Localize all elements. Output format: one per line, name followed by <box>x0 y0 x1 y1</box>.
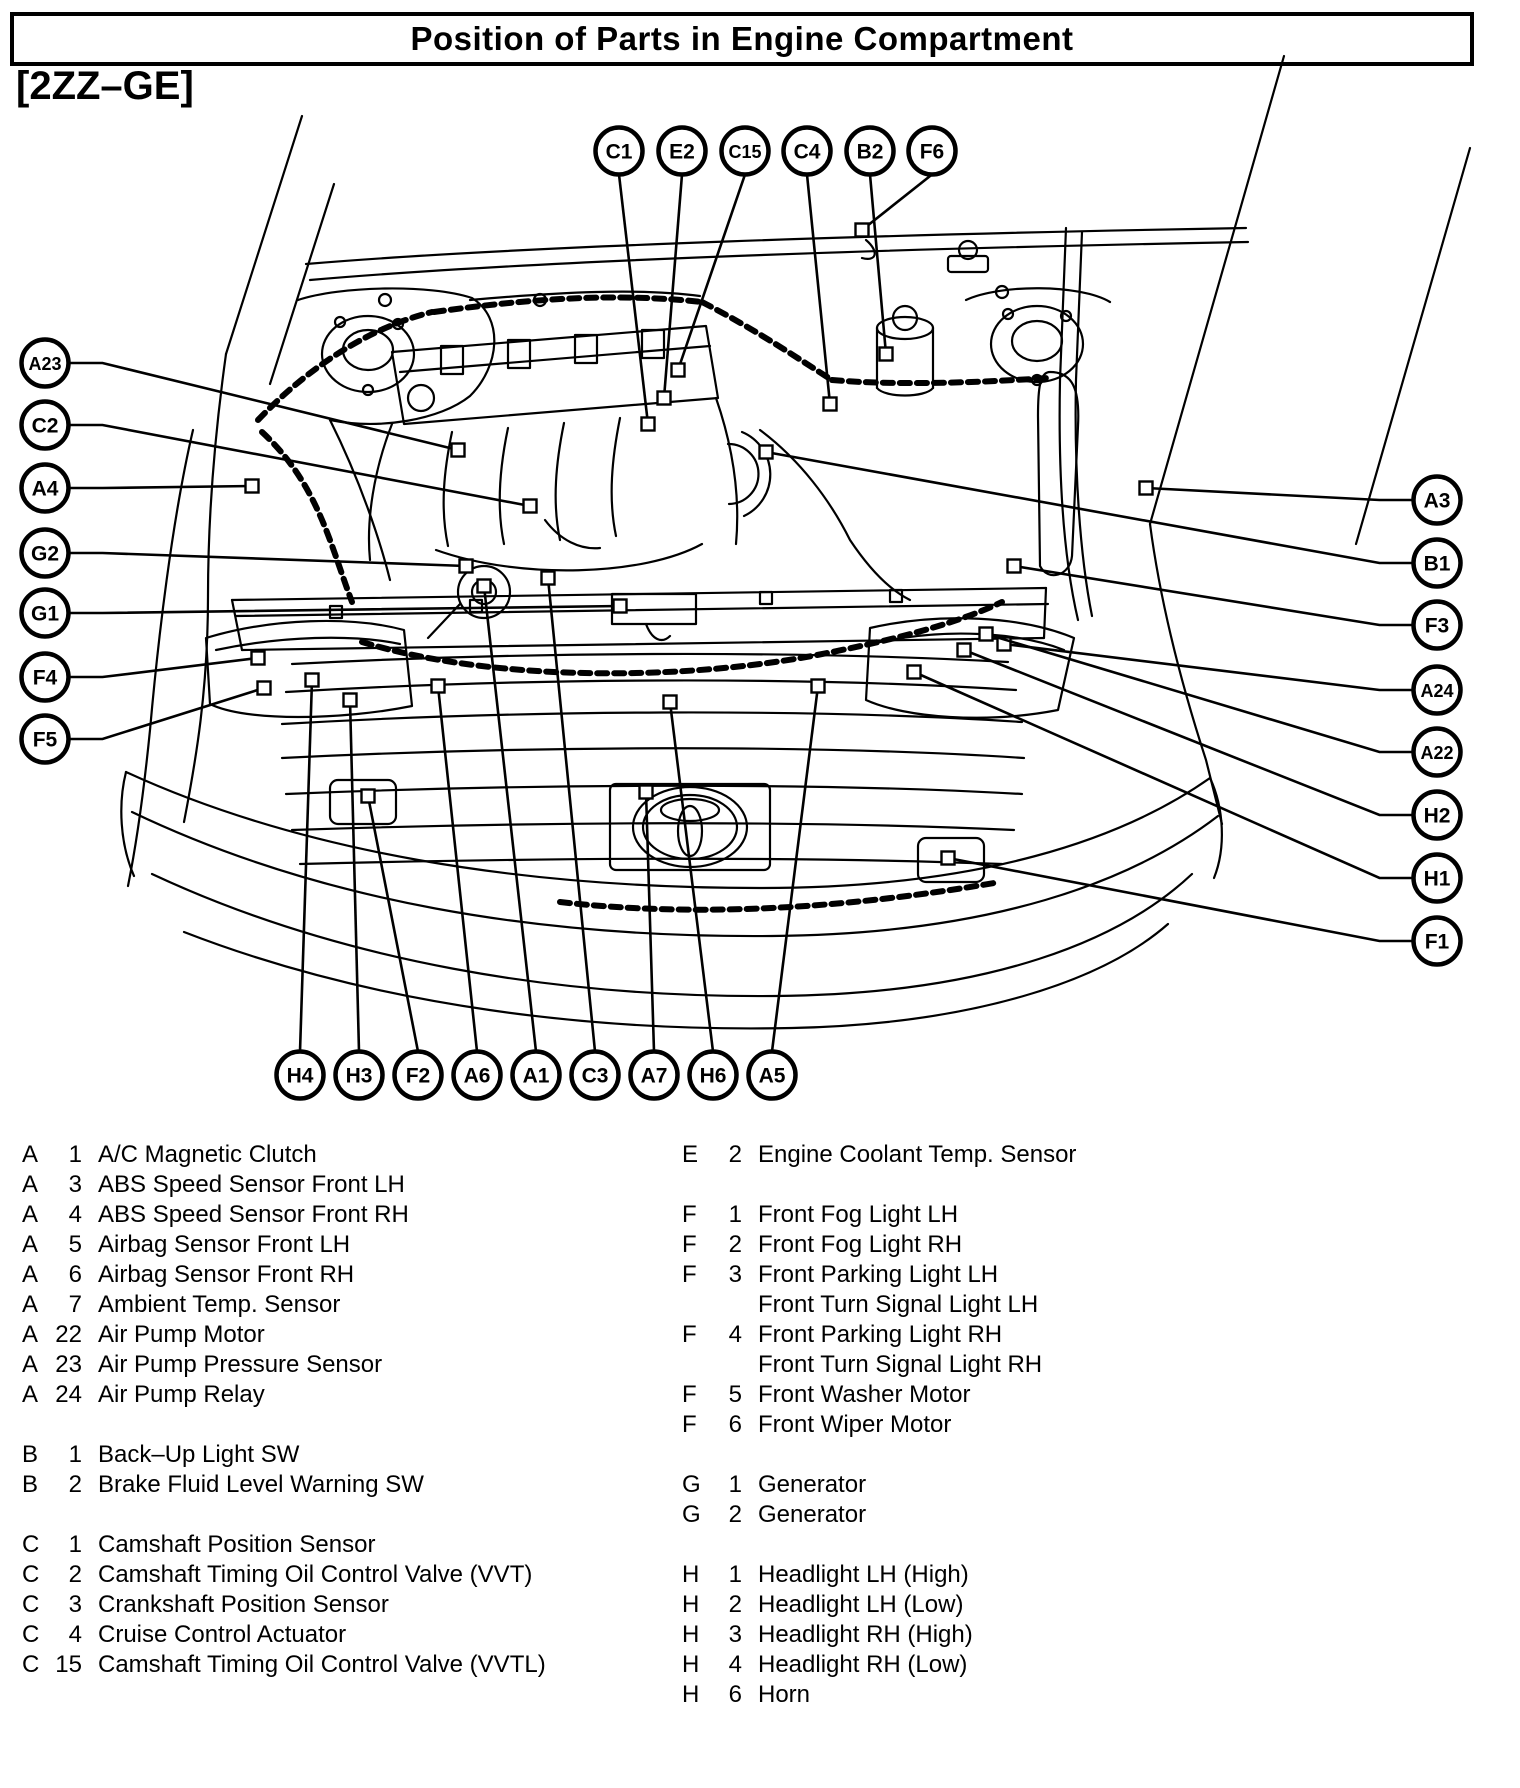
callout-H6 <box>664 696 737 1099</box>
callout-H4 <box>277 674 324 1099</box>
legend-code: H <box>682 1591 700 1618</box>
callout-label: A5 <box>758 1064 786 1088</box>
front-bumper <box>121 772 1222 1028</box>
legend-code: F <box>682 1261 697 1288</box>
leader-line <box>548 578 595 1052</box>
legend-part-name: Front Parking Light RH <box>758 1321 1003 1348</box>
legend-code: C <box>22 1621 40 1648</box>
connector-mark <box>452 444 465 457</box>
callout-C3 <box>542 572 619 1099</box>
callout-A24 <box>998 638 1461 714</box>
leader-line <box>678 175 745 371</box>
callout-label: A3 <box>1423 489 1451 513</box>
legend-part-name: ABS Speed Sensor Front RH <box>98 1201 409 1228</box>
legend-part-name: Engine Coolant Temp. Sensor <box>758 1141 1077 1168</box>
legend-part-name: Headlight LH (Low) <box>758 1591 964 1618</box>
legend-row <box>682 1140 1332 1170</box>
callout-label: F3 <box>1424 614 1450 638</box>
legend-part-name: ABS Speed Sensor Front LH <box>98 1171 405 1198</box>
callout-label: H2 <box>1423 804 1451 828</box>
legend-part-name: Camshaft Timing Oil Control Valve (VVT) <box>98 1561 533 1588</box>
left-headlight <box>866 618 1074 717</box>
callout-label: A22 <box>1420 743 1454 763</box>
legend-row <box>22 1230 672 1260</box>
callout-H2 <box>958 644 1461 839</box>
callout-label: A1 <box>522 1064 550 1088</box>
callout-label: C4 <box>793 140 821 164</box>
legend-number: 22 <box>55 1321 82 1348</box>
legend-row <box>682 1560 1332 1590</box>
legend-part-name: Cruise Control Actuator <box>98 1621 347 1648</box>
callout-layer <box>22 128 1461 1099</box>
legend-number: 24 <box>55 1381 82 1408</box>
washer-tank <box>1038 372 1078 575</box>
legend-row <box>22 1620 672 1650</box>
legend-code: A <box>22 1231 39 1258</box>
connector-mark <box>542 572 555 585</box>
legend-row <box>22 1560 672 1590</box>
legend-part-name: Front Fog Light LH <box>758 1201 959 1228</box>
legend-number <box>710 1290 742 1320</box>
legend-row <box>22 1200 672 1230</box>
leader-line <box>1146 488 1414 500</box>
legend-part-name: Airbag Sensor Front LH <box>98 1231 351 1258</box>
legend-number: 2 <box>68 1561 82 1588</box>
callout-C1 <box>596 128 655 431</box>
legend-part-name: Front Parking Light LH <box>758 1261 999 1288</box>
callout-label: F2 <box>405 1064 431 1088</box>
legend-number: 7 <box>68 1291 82 1318</box>
connector-mark <box>246 480 259 493</box>
legend-row <box>682 1380 1332 1410</box>
leader-line <box>350 700 359 1052</box>
callout-A4 <box>22 465 259 512</box>
legend-group <box>22 1530 672 1680</box>
legend-row <box>682 1260 1332 1290</box>
legend-number: 2 <box>728 1501 742 1528</box>
leader-line <box>646 792 654 1052</box>
legend-row <box>682 1230 1332 1260</box>
connector-mark <box>642 418 655 431</box>
connector-mark <box>362 790 375 803</box>
connector-mark <box>812 680 825 693</box>
legend-number: 3 <box>68 1171 82 1198</box>
legend-part-name: Front Washer Motor <box>758 1381 971 1408</box>
legend-row <box>22 1380 672 1410</box>
legend-part-name: A/C Magnetic Clutch <box>98 1141 317 1168</box>
legend-part-name: Front Turn Signal Light LH <box>758 1291 1039 1318</box>
leader-line <box>69 425 531 506</box>
legend-code: A <box>22 1141 39 1168</box>
legend-row <box>682 1590 1332 1620</box>
leader-line <box>986 634 1414 752</box>
connector-mark <box>908 666 921 679</box>
connector-mark <box>672 364 685 377</box>
right-headlight <box>206 621 412 717</box>
legend-row <box>22 1350 672 1380</box>
legend-row <box>22 1320 672 1350</box>
connector-mark <box>252 652 265 665</box>
connector-mark <box>664 696 677 709</box>
callout-A23 <box>22 340 465 457</box>
callout-label: H4 <box>286 1064 314 1088</box>
connector-mark <box>658 392 671 405</box>
legend-code: A <box>22 1351 39 1378</box>
callout-label: H1 <box>1423 867 1451 891</box>
legend-right-column <box>682 1140 1332 1740</box>
leader-line <box>1004 644 1414 690</box>
callout-A7 <box>631 786 678 1099</box>
callout-label: A6 <box>463 1064 491 1088</box>
connector-mark <box>760 446 773 459</box>
connector-mark <box>640 786 653 799</box>
legend-code: H <box>682 1561 700 1588</box>
callout-label: C1 <box>605 140 633 164</box>
callout-label: B1 <box>1423 552 1451 576</box>
legend-group <box>682 1470 1332 1530</box>
legend-number: 1 <box>68 1441 82 1468</box>
callout-label: C3 <box>581 1064 609 1088</box>
legend-group <box>22 1440 672 1500</box>
legend-row <box>22 1260 672 1290</box>
connector-mark <box>478 580 491 593</box>
connector-mark <box>880 348 893 361</box>
callout-label: F6 <box>919 140 945 164</box>
legend-row <box>22 1170 672 1200</box>
legend-part-name: Headlight RH (High) <box>758 1621 973 1648</box>
legend-code: C <box>22 1591 40 1618</box>
legend-group <box>682 1200 1332 1440</box>
legend-code: F <box>682 1201 697 1228</box>
leader-line <box>766 452 1414 563</box>
legend-part-name: Brake Fluid Level Warning SW <box>98 1471 424 1498</box>
connector-mark <box>460 560 473 573</box>
leader-line <box>69 688 265 739</box>
connector-mark <box>1008 560 1021 573</box>
connector-mark <box>856 224 869 237</box>
callout-label: H3 <box>345 1064 373 1088</box>
legend-code: A <box>22 1201 39 1228</box>
leader-line <box>670 702 713 1052</box>
legend-row <box>22 1470 672 1500</box>
legend-row <box>682 1200 1332 1230</box>
legend-part-name: Air Pump Pressure Sensor <box>98 1351 383 1378</box>
legend-row <box>22 1440 672 1470</box>
callout-label: F1 <box>1424 930 1450 954</box>
legend-code: G <box>682 1471 701 1498</box>
callout-label: H6 <box>699 1064 727 1088</box>
legend-part-name: Generator <box>758 1501 867 1528</box>
legend-row <box>22 1590 672 1620</box>
legend-number: 4 <box>68 1201 82 1228</box>
legend-number <box>710 1350 742 1380</box>
callout-A3 <box>1140 477 1461 524</box>
legend-code: A <box>22 1261 39 1288</box>
legend-number: 1 <box>728 1561 742 1588</box>
connector-mark <box>1140 482 1153 495</box>
legend-row <box>682 1470 1332 1500</box>
legend-number: 6 <box>68 1261 82 1288</box>
leader-line <box>69 658 259 677</box>
legend-number: 2 <box>68 1471 82 1498</box>
legend-code: F <box>682 1411 697 1438</box>
callout-label: A7 <box>640 1064 668 1088</box>
legend-number: 6 <box>728 1411 742 1438</box>
legend-part-name: Front Fog Light RH <box>758 1231 963 1258</box>
callout-label: F5 <box>32 728 58 752</box>
connector-mark <box>306 674 319 687</box>
legend-number: 23 <box>55 1351 82 1378</box>
callout-label: B2 <box>856 140 884 164</box>
legend-row <box>682 1410 1332 1440</box>
legend-part-name: Front Wiper Motor <box>758 1411 952 1438</box>
legend-code: F <box>682 1381 697 1408</box>
callout-label: A23 <box>28 354 62 374</box>
legend-row <box>682 1350 1332 1380</box>
connector-mark <box>824 398 837 411</box>
callout-label: A4 <box>31 477 59 501</box>
callout-label: F4 <box>32 666 58 690</box>
callout-label: G2 <box>30 542 60 566</box>
grille <box>282 654 1024 864</box>
legend-number: 4 <box>68 1621 82 1648</box>
callout-label: C15 <box>728 142 762 162</box>
legend-code: A <box>22 1171 39 1198</box>
callout-label: G1 <box>30 602 60 626</box>
legend-number: 15 <box>55 1651 82 1678</box>
legend-number: 3 <box>728 1261 742 1288</box>
connector-mark <box>258 682 271 695</box>
callout-B1 <box>760 446 1461 587</box>
leader-line <box>914 672 1414 878</box>
legend-code: C <box>22 1531 40 1558</box>
leader-line <box>69 486 253 488</box>
legend-part-name: Back–Up Light SW <box>98 1441 300 1468</box>
legend-code: A <box>22 1381 39 1408</box>
callout-label: E2 <box>669 140 695 164</box>
legend-number: 1 <box>728 1201 742 1228</box>
legend-number: 3 <box>728 1621 742 1648</box>
legend-code: H <box>682 1681 700 1708</box>
callout-label: A24 <box>1420 681 1454 701</box>
callout-A6 <box>432 680 501 1099</box>
legend-part-name: Front Turn Signal Light RH <box>758 1351 1043 1378</box>
legend-row <box>682 1650 1332 1680</box>
legend-number: 6 <box>728 1681 742 1708</box>
legend-part-name: Camshaft Timing Oil Control Valve (VVTL) <box>98 1651 546 1678</box>
legend-left-column <box>22 1140 672 1710</box>
legend-number: 2 <box>728 1231 742 1258</box>
legend-row <box>682 1500 1332 1530</box>
legend-part-name: Air Pump Motor <box>98 1321 265 1348</box>
legend-part-name: Camshaft Position Sensor <box>98 1531 376 1558</box>
legend-number: 1 <box>68 1141 82 1168</box>
legend-part-name: Headlight LH (High) <box>758 1561 969 1588</box>
legend-part-name: Airbag Sensor Front RH <box>98 1261 355 1288</box>
legend-number: 3 <box>68 1591 82 1618</box>
leader-line <box>69 553 467 566</box>
legend-code: H <box>682 1651 700 1678</box>
legend-code: F <box>682 1231 697 1258</box>
legend-number: 1 <box>68 1531 82 1558</box>
legend-code <box>682 1290 710 1320</box>
wiring-harness <box>258 297 1048 909</box>
title-bar <box>10 12 1474 66</box>
legend-group <box>22 1140 672 1410</box>
legend-row <box>682 1680 1332 1710</box>
legend-number: 4 <box>728 1321 742 1348</box>
legend-part-name: Ambient Temp. Sensor <box>98 1291 341 1318</box>
legend-code: H <box>682 1621 700 1648</box>
right-strut-tower <box>966 288 1110 385</box>
connector-mark <box>958 644 971 657</box>
leader-line <box>948 858 1414 941</box>
legend-row <box>22 1140 672 1170</box>
connector-mark <box>344 694 357 707</box>
callout-F4 <box>22 652 265 701</box>
legend-number: 5 <box>728 1381 742 1408</box>
connector-mark <box>524 500 537 513</box>
legend-code: G <box>682 1501 701 1528</box>
legend-group <box>682 1560 1332 1710</box>
legend-code: A <box>22 1321 39 1348</box>
legend-part-name: Headlight RH (Low) <box>758 1651 968 1678</box>
legend-part-name: Crankshaft Position Sensor <box>98 1591 389 1618</box>
callout-G2 <box>22 530 473 577</box>
callout-F2 <box>362 790 442 1099</box>
legend-number: 5 <box>68 1231 82 1258</box>
callout-label: C2 <box>31 414 59 438</box>
legend-row <box>22 1290 672 1320</box>
legend-code: B <box>22 1471 39 1498</box>
legend-row <box>22 1530 672 1560</box>
legend-code <box>682 1350 710 1380</box>
legend-part-name: Generator <box>758 1471 867 1498</box>
legend-code: B <box>22 1441 39 1468</box>
connector-mark <box>614 600 627 613</box>
legend-number: 4 <box>728 1651 742 1678</box>
legend-code: F <box>682 1321 697 1348</box>
legend-code: C <box>22 1561 40 1588</box>
legend-number: 2 <box>728 1591 742 1618</box>
legend-part-name: Air Pump Relay <box>98 1381 265 1408</box>
connector-mark <box>942 852 955 865</box>
intake-manifold <box>436 418 702 570</box>
legend-row <box>682 1620 1332 1650</box>
legend-code: C <box>22 1651 40 1678</box>
legend-part-name: Horn <box>758 1681 811 1708</box>
legend-number: 2 <box>728 1141 742 1168</box>
legend-code: E <box>682 1141 699 1168</box>
legend-row <box>682 1290 1332 1320</box>
leader-line <box>300 680 312 1052</box>
legend-code: A <box>22 1291 39 1318</box>
page-title: Position of Parts in Engine Compartment <box>410 20 1074 57</box>
leader-line <box>368 796 418 1052</box>
legend-row <box>22 1650 672 1680</box>
legend-number: 1 <box>728 1471 742 1498</box>
leader-line <box>964 650 1414 815</box>
legend-row <box>682 1320 1332 1350</box>
engine-code-label: [2ZZ–GE] <box>16 64 194 108</box>
legend-group <box>682 1140 1332 1170</box>
connector-mark <box>980 628 993 641</box>
connector-mark <box>432 680 445 693</box>
